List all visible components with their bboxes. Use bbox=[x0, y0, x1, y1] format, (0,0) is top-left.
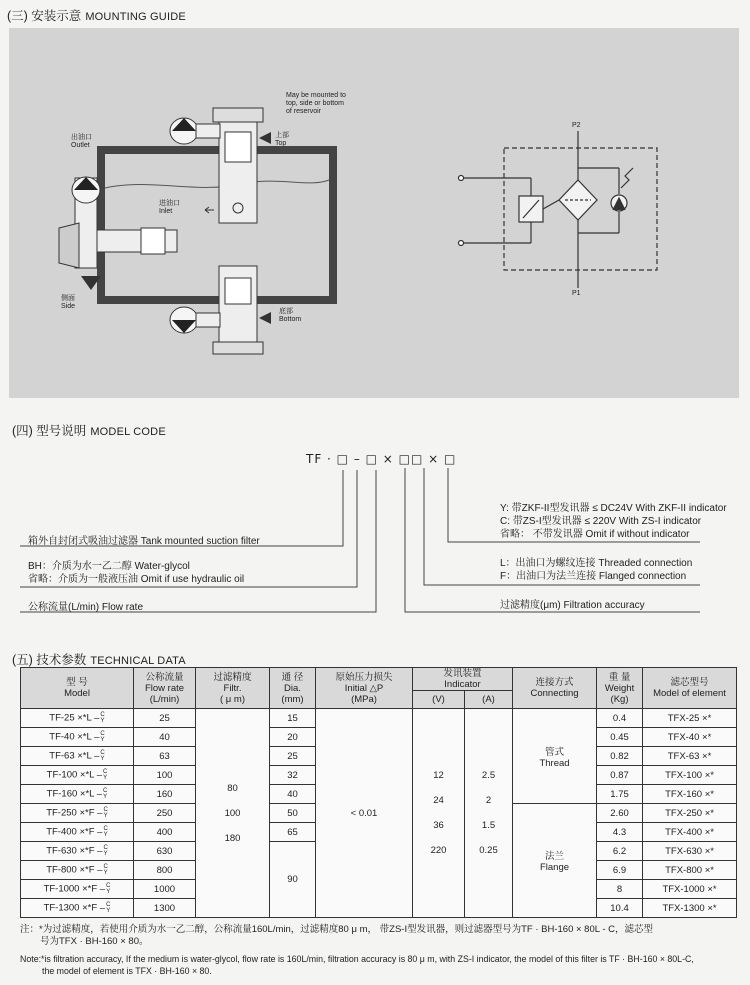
header-filtration bbox=[196, 668, 270, 709]
connection-threaded: L：出油口为螺纹连接 Threaded connection bbox=[500, 558, 693, 569]
top-label-cn: 上部 bbox=[275, 132, 289, 139]
model-cell bbox=[21, 804, 134, 823]
model-value: TF-160 ×*L – bbox=[46, 788, 102, 800]
element-cell: TFX-25 ×* bbox=[643, 709, 737, 728]
medium-omit: 省略：介质为一般液压油 Omit if use hydraulic oil bbox=[28, 574, 245, 585]
voltage-value: 12 bbox=[433, 770, 444, 781]
header-element bbox=[643, 668, 737, 709]
model-cell bbox=[21, 880, 134, 899]
indicator-suffix bbox=[100, 731, 104, 743]
header-flow-cn: 公称流量 bbox=[145, 671, 184, 683]
header-conn-cn: 连接方式 bbox=[535, 677, 574, 688]
diameter-cell: 20 bbox=[270, 728, 316, 747]
model-value: TF-1300 ×*F – bbox=[43, 902, 106, 914]
voltage-cell bbox=[413, 709, 465, 918]
connection-options bbox=[500, 557, 692, 583]
indicator-suffix bbox=[103, 788, 107, 800]
element-cell: TFX-160 ×* bbox=[643, 785, 737, 804]
mounting-title-cn: (三) 安装示意 bbox=[7, 9, 82, 23]
header-elem-en: Model of element bbox=[653, 688, 726, 699]
header-filtr-unit: ( μ m) bbox=[220, 693, 245, 705]
element-cell: TFX-800 ×* bbox=[643, 861, 737, 880]
weight-cell: 2.60 bbox=[597, 804, 643, 823]
header-ind-volt: (V) bbox=[413, 691, 465, 709]
diameter-cell: 50 bbox=[270, 804, 316, 823]
model-cell bbox=[21, 899, 134, 918]
port-p1-label: P1 bbox=[572, 290, 581, 297]
element-cell: TFX-100 ×* bbox=[643, 766, 737, 785]
indicator-suffix bbox=[100, 712, 104, 724]
indicator-options bbox=[500, 502, 727, 541]
model-value: TF-630 ×*F – bbox=[46, 845, 103, 857]
weight-cell: 10.4 bbox=[597, 899, 643, 918]
medium-options bbox=[28, 560, 244, 586]
weight-cell: 0.82 bbox=[597, 747, 643, 766]
connection-flange-cell bbox=[513, 804, 597, 918]
header-flow bbox=[134, 668, 196, 709]
model-title-en: MODEL CODE bbox=[90, 426, 166, 438]
note-cn-line-2: 号为TFX · BH-160 × 80。 bbox=[40, 936, 149, 947]
weight-cell: 6.2 bbox=[597, 842, 643, 861]
header-dp-cn: 原始压力损失 bbox=[335, 671, 393, 683]
tech-title-cn: (五) 技术参数 bbox=[12, 653, 87, 667]
header-filtr-en: Filtr. bbox=[223, 682, 242, 694]
filtration-cell bbox=[196, 709, 270, 918]
header-ind-cn: 发讯装置 bbox=[443, 668, 482, 679]
model-value: TF-250 ×*F – bbox=[46, 807, 103, 819]
header-elem-cn: 滤芯型号 bbox=[670, 677, 709, 688]
header-flow-unit: (L/min) bbox=[149, 693, 180, 705]
model-value: TF-25 ×*L – bbox=[49, 712, 100, 724]
note-cn-line-1: 注：*为过滤精度，若使用介质为水一乙二醇，公称流量160L/min，过滤精度80 μ m， 带ZS-I型发讯器，则过滤器型号为TF · BH-160 × 80L - C，滤芯型 bbox=[20, 924, 653, 935]
suffix-bottom: Y bbox=[103, 870, 108, 876]
suffix-bottom: Y bbox=[103, 813, 108, 819]
element-cell: TFX-1300 ×* bbox=[643, 899, 737, 918]
bottom-label-cn: 底部 bbox=[279, 308, 293, 315]
flow-rate-label: 公称流量(L/min) Flow rate bbox=[28, 602, 144, 613]
element-cell: TFX-63 ×* bbox=[643, 747, 737, 766]
indicator-option-y: Y: 带ZKF-II型发讯器 ≤ DC24V With ZKF-II indicator bbox=[500, 503, 727, 514]
model-value: TF-63 ×*L – bbox=[49, 750, 100, 762]
mounting-note-line-2: top, side or bottom bbox=[286, 100, 344, 107]
current-value: 2 bbox=[485, 795, 492, 806]
port-p2-label: P2 bbox=[572, 122, 581, 129]
connection-thread-cell bbox=[513, 709, 597, 804]
current-value: 1.5 bbox=[481, 820, 496, 831]
outlet-label-cn: 出油口 bbox=[71, 134, 92, 141]
weight-cell: 4.3 bbox=[597, 823, 643, 842]
model-cell bbox=[21, 766, 134, 785]
table-row bbox=[21, 709, 737, 728]
suffix-top: C bbox=[103, 845, 108, 851]
voltage-value: 24 bbox=[433, 795, 444, 806]
model-value: TF-400 ×*F – bbox=[46, 826, 103, 838]
model-cell bbox=[21, 861, 134, 880]
indicator-option-c: C: 带ZS-I型发讯器 ≤ 220V With ZS-I indicator bbox=[500, 516, 702, 527]
element-cell: TFX-400 ×* bbox=[643, 823, 737, 842]
note-en-line-1: Note:*is filtration accuracy, If the medium is water-glycol, flow rate is 160L/min, filtration accuracy is 80 μ m, with ZS-I indicator, the model of this filter is TF · BH-160 × 80L-C, bbox=[20, 954, 694, 964]
mounting-note-line-1: May be mounted to bbox=[286, 92, 346, 99]
suffix-bottom: Y bbox=[106, 908, 111, 914]
indicator-suffix bbox=[103, 769, 107, 781]
tech-title-en: TECHNICAL DATA bbox=[90, 655, 186, 667]
header-diameter bbox=[270, 668, 316, 709]
header-dp-unit: (MPa) bbox=[351, 693, 377, 705]
diameter-cell: 32 bbox=[270, 766, 316, 785]
element-cell: TFX-630 ×* bbox=[643, 842, 737, 861]
connection-flanged: F：出油口为法兰连接 Flanged connection bbox=[500, 571, 687, 582]
flow-cell: 25 bbox=[134, 709, 196, 728]
filtration-value: 80 bbox=[227, 782, 238, 794]
model-cell bbox=[21, 785, 134, 804]
suffix-top: C bbox=[100, 731, 105, 737]
suffix-top: C bbox=[103, 826, 108, 832]
indicator-suffix bbox=[106, 902, 110, 914]
notes-en bbox=[20, 953, 694, 977]
suffix-top: C bbox=[106, 883, 111, 889]
flow-cell: 800 bbox=[134, 861, 196, 880]
suffix-bottom: Y bbox=[100, 718, 105, 724]
mounting-title-en: MOUNTING GUIDE bbox=[85, 11, 186, 23]
suffix-top: C bbox=[103, 769, 108, 775]
model-cell bbox=[21, 823, 134, 842]
flow-cell: 100 bbox=[134, 766, 196, 785]
pressure-loss-cell: < 0.01 bbox=[316, 709, 413, 918]
element-cell: TFX-1000 ×* bbox=[643, 880, 737, 899]
flow-cell: 40 bbox=[134, 728, 196, 747]
side-label-en: Side bbox=[61, 303, 76, 310]
header-conn-en: Connecting bbox=[530, 688, 579, 699]
element-cell: TFX-250 ×* bbox=[643, 804, 737, 823]
indicator-suffix bbox=[100, 750, 104, 762]
flow-cell: 250 bbox=[134, 804, 196, 823]
note-en-line-2: the model of element is TFX · BH-160 × 80. bbox=[42, 966, 212, 976]
suffix-top: C bbox=[103, 807, 108, 813]
voltage-value: 220 bbox=[430, 845, 447, 856]
suffix-bottom: Y bbox=[100, 756, 105, 762]
diameter-cell: 65 bbox=[270, 823, 316, 842]
suffix-top: C bbox=[103, 788, 108, 794]
header-model-cn: 型 号 bbox=[66, 677, 88, 688]
header-wt-en: Weight bbox=[604, 682, 635, 694]
header-ind-en: Indicator bbox=[444, 679, 481, 690]
notes-cn bbox=[20, 924, 653, 948]
filtration-value: 100 bbox=[224, 807, 241, 819]
diameter-cell: 90 bbox=[270, 842, 316, 918]
header-flow-en: Flow rate bbox=[144, 682, 185, 694]
suffix-bottom: Y bbox=[100, 737, 105, 743]
model-cell bbox=[21, 747, 134, 766]
indicator-option-omit: 省略： 不带发讯器 Omit if without indicator bbox=[500, 529, 690, 540]
current-value: 0.25 bbox=[479, 845, 498, 856]
header-wt-unit: (Kg) bbox=[610, 693, 629, 705]
suffix-bottom: Y bbox=[103, 832, 108, 838]
header-indicator bbox=[413, 668, 513, 691]
weight-cell: 6.9 bbox=[597, 861, 643, 880]
suffix-top: C bbox=[100, 750, 105, 756]
header-wt-cn: 重 量 bbox=[608, 671, 631, 683]
inlet-label-en: Inlet bbox=[159, 208, 173, 215]
indicator-suffix bbox=[103, 845, 107, 857]
connection-thread-cn: 管式 bbox=[545, 746, 565, 758]
model-cell bbox=[21, 709, 134, 728]
element-cell: TFX-40 ×* bbox=[643, 728, 737, 747]
model-value: TF-100 ×*L – bbox=[46, 769, 102, 781]
current-cell bbox=[465, 709, 513, 918]
indicator-suffix bbox=[103, 807, 107, 819]
mounting-note-line-3: of reservoir bbox=[286, 108, 322, 115]
header-ind-amp: (A) bbox=[465, 691, 513, 709]
technical-data-table bbox=[20, 667, 737, 918]
suffix-top: C bbox=[106, 902, 111, 908]
flow-cell: 63 bbox=[134, 747, 196, 766]
suffix-bottom: Y bbox=[103, 794, 108, 800]
model-value: TF-40 ×*L – bbox=[49, 731, 100, 743]
header-model-en: Model bbox=[64, 688, 90, 699]
indicator-suffix bbox=[103, 864, 107, 876]
header-model bbox=[21, 668, 134, 709]
header-dia-unit: (mm) bbox=[281, 693, 304, 705]
inlet-label-cn: 进油口 bbox=[159, 200, 180, 207]
header-dia-cn: 通 径 bbox=[281, 671, 304, 683]
model-value: TF-800 ×*F – bbox=[46, 864, 103, 876]
weight-cell: 0.4 bbox=[597, 709, 643, 728]
technical-data-heading bbox=[12, 650, 186, 668]
model-title-cn: (四) 型号说明 bbox=[12, 424, 87, 438]
header-pressure-loss bbox=[316, 668, 413, 709]
model-value: TF-1000 ×*F – bbox=[43, 883, 106, 895]
suffix-bottom: Y bbox=[103, 851, 108, 857]
diameter-cell: 25 bbox=[270, 747, 316, 766]
weight-cell: 0.87 bbox=[597, 766, 643, 785]
flow-cell: 1300 bbox=[134, 899, 196, 918]
model-cell bbox=[21, 842, 134, 861]
weight-cell: 8 bbox=[597, 880, 643, 899]
flow-cell: 630 bbox=[134, 842, 196, 861]
suffix-top: C bbox=[103, 864, 108, 870]
technical-data-body bbox=[21, 709, 737, 918]
outlet-label-en: Outlet bbox=[71, 142, 90, 149]
model-code-string: TF · □ – □ × □□ × □ bbox=[306, 452, 457, 466]
header-filtr-cn: 过滤精度 bbox=[213, 671, 252, 683]
voltage-value: 36 bbox=[433, 820, 444, 831]
connection-thread-en: Thread bbox=[539, 757, 570, 769]
flow-cell: 400 bbox=[134, 823, 196, 842]
suffix-bottom: Y bbox=[106, 889, 111, 895]
header-weight bbox=[597, 668, 643, 709]
diameter-cell: 15 bbox=[270, 709, 316, 728]
current-value: 2.5 bbox=[481, 770, 496, 781]
flow-cell: 160 bbox=[134, 785, 196, 804]
medium-bh: BH：介质为水一乙二醇 Water-glycol bbox=[28, 561, 190, 572]
weight-cell: 1.75 bbox=[597, 785, 643, 804]
bottom-label-en: Bottom bbox=[279, 316, 302, 323]
suffix-bottom: Y bbox=[103, 775, 108, 781]
flow-cell: 1000 bbox=[134, 880, 196, 899]
side-label-cn: 侧面 bbox=[61, 295, 75, 302]
diameter-cell: 40 bbox=[270, 785, 316, 804]
top-label-en: Top bbox=[275, 140, 287, 147]
weight-cell: 0.45 bbox=[597, 728, 643, 747]
suffix-top: C bbox=[100, 712, 105, 718]
connection-flange-cn: 法兰 bbox=[545, 851, 565, 862]
model-cell bbox=[21, 728, 134, 747]
header-dia-en: Dia. bbox=[284, 682, 301, 694]
filtration-accuracy-label: 过滤精度(μm) Filtration accuracy bbox=[500, 600, 645, 611]
indicator-suffix bbox=[103, 826, 107, 838]
indicator-suffix bbox=[106, 883, 110, 895]
tank-filter-label: 箱外自封闭式吸油过滤器 Tank mounted suction filter bbox=[28, 536, 260, 547]
header-connecting bbox=[513, 668, 597, 709]
header-dp-en: Initial △P bbox=[344, 682, 384, 694]
filtration-value: 180 bbox=[224, 832, 241, 844]
connection-flange-en: Flange bbox=[539, 862, 570, 873]
